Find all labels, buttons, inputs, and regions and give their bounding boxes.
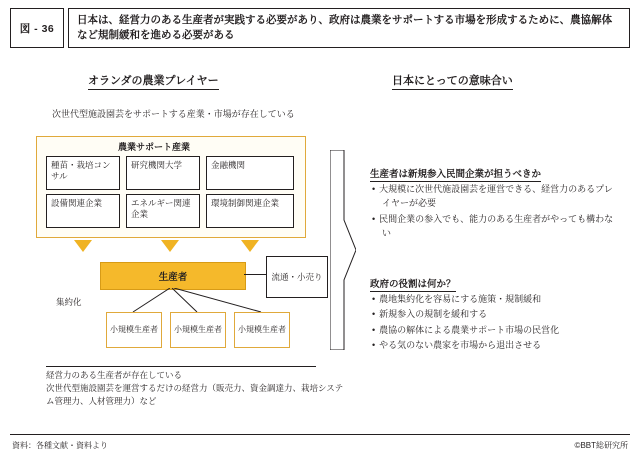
down-arrow-icon (241, 240, 259, 252)
bottom-note-body: 次世代型施設園芸を運営するだけの経営力（販売力、資金調達力、栽培システム管理力、人材管理力）など (46, 383, 344, 407)
figure-number: 図 - 36 (10, 8, 64, 48)
list-item: • 新規参入の規制を緩和する (382, 307, 620, 321)
producer-distribution-connector (244, 274, 266, 275)
implication-heading-2: 政府の役割は何か？ (370, 276, 456, 292)
list-item: • 大規模に次世代施設園芸を運営できる、経営力のあるプレイヤーが必要 (382, 182, 620, 211)
support-cell: 環境制御関連企業 (206, 194, 294, 228)
down-arrow-icon (74, 240, 92, 252)
credit-note: ©BBT総研究所 (574, 441, 628, 450)
support-industry-title: 農業サポート産業 (118, 142, 191, 152)
bottom-note-rule (46, 366, 316, 367)
list-item: • やる気のない農家を市場から退出させる (382, 338, 620, 352)
implication-heading-1: 生産者は新規参入民間企業が担うべきか (370, 166, 541, 182)
page-title (68, 8, 630, 48)
support-cell: 種苗・栽培コンサル (46, 156, 120, 190)
small-producer-box: 小規模生産者 (170, 312, 226, 348)
section-heading-left (88, 72, 219, 88)
page-title-text: 日本は、経営力のある生産者が実践する必要があり、政府は農業をサポートする市場を形成するために、農協解体など規制緩和を進める必要がある (77, 13, 613, 41)
distribution-box: 流通・小売り (266, 256, 328, 298)
header (10, 8, 630, 48)
aggregation-label: 集約化 (56, 297, 82, 307)
list-item: • 農協の解体による農業サポート市場の民営化 (382, 323, 620, 337)
list-item: • 民間企業の参入でも、能力のある生産者がやっても構わない (382, 212, 620, 241)
list-item: • 農地集約化を容易にする施策・規制緩和 (382, 292, 620, 306)
section-heading-right (392, 72, 513, 88)
right-arrow-icon (330, 150, 356, 350)
support-cell: 金融機関 (206, 156, 294, 190)
support-cell: エネルギー関連企業 (126, 194, 200, 228)
section-heading-right-text: 日本にとっての意味合い (392, 75, 513, 90)
small-producer-box: 小規模生産者 (106, 312, 162, 348)
source-note: 資料：各種文献・資料より (12, 441, 108, 450)
producer-box: 生産者 (100, 262, 246, 290)
lead-note: 次世代型施設園芸をサポートする産業・市場が存在している (52, 109, 295, 119)
implication-bullets-2 (370, 292, 620, 354)
footer-divider (10, 434, 630, 435)
section-heading-left-text: オランダの農業プレイヤー (88, 75, 219, 90)
implication-bullets-1 (370, 182, 620, 242)
support-cell: 設備関連企業 (46, 194, 120, 228)
bottom-note-heading: 経営力のある生産者が存在している (46, 370, 183, 380)
small-producer-box: 小規模生産者 (234, 312, 290, 348)
bottom-note (46, 366, 346, 409)
support-cell: 研究機関大学 (126, 156, 200, 190)
down-arrow-icon (161, 240, 179, 252)
